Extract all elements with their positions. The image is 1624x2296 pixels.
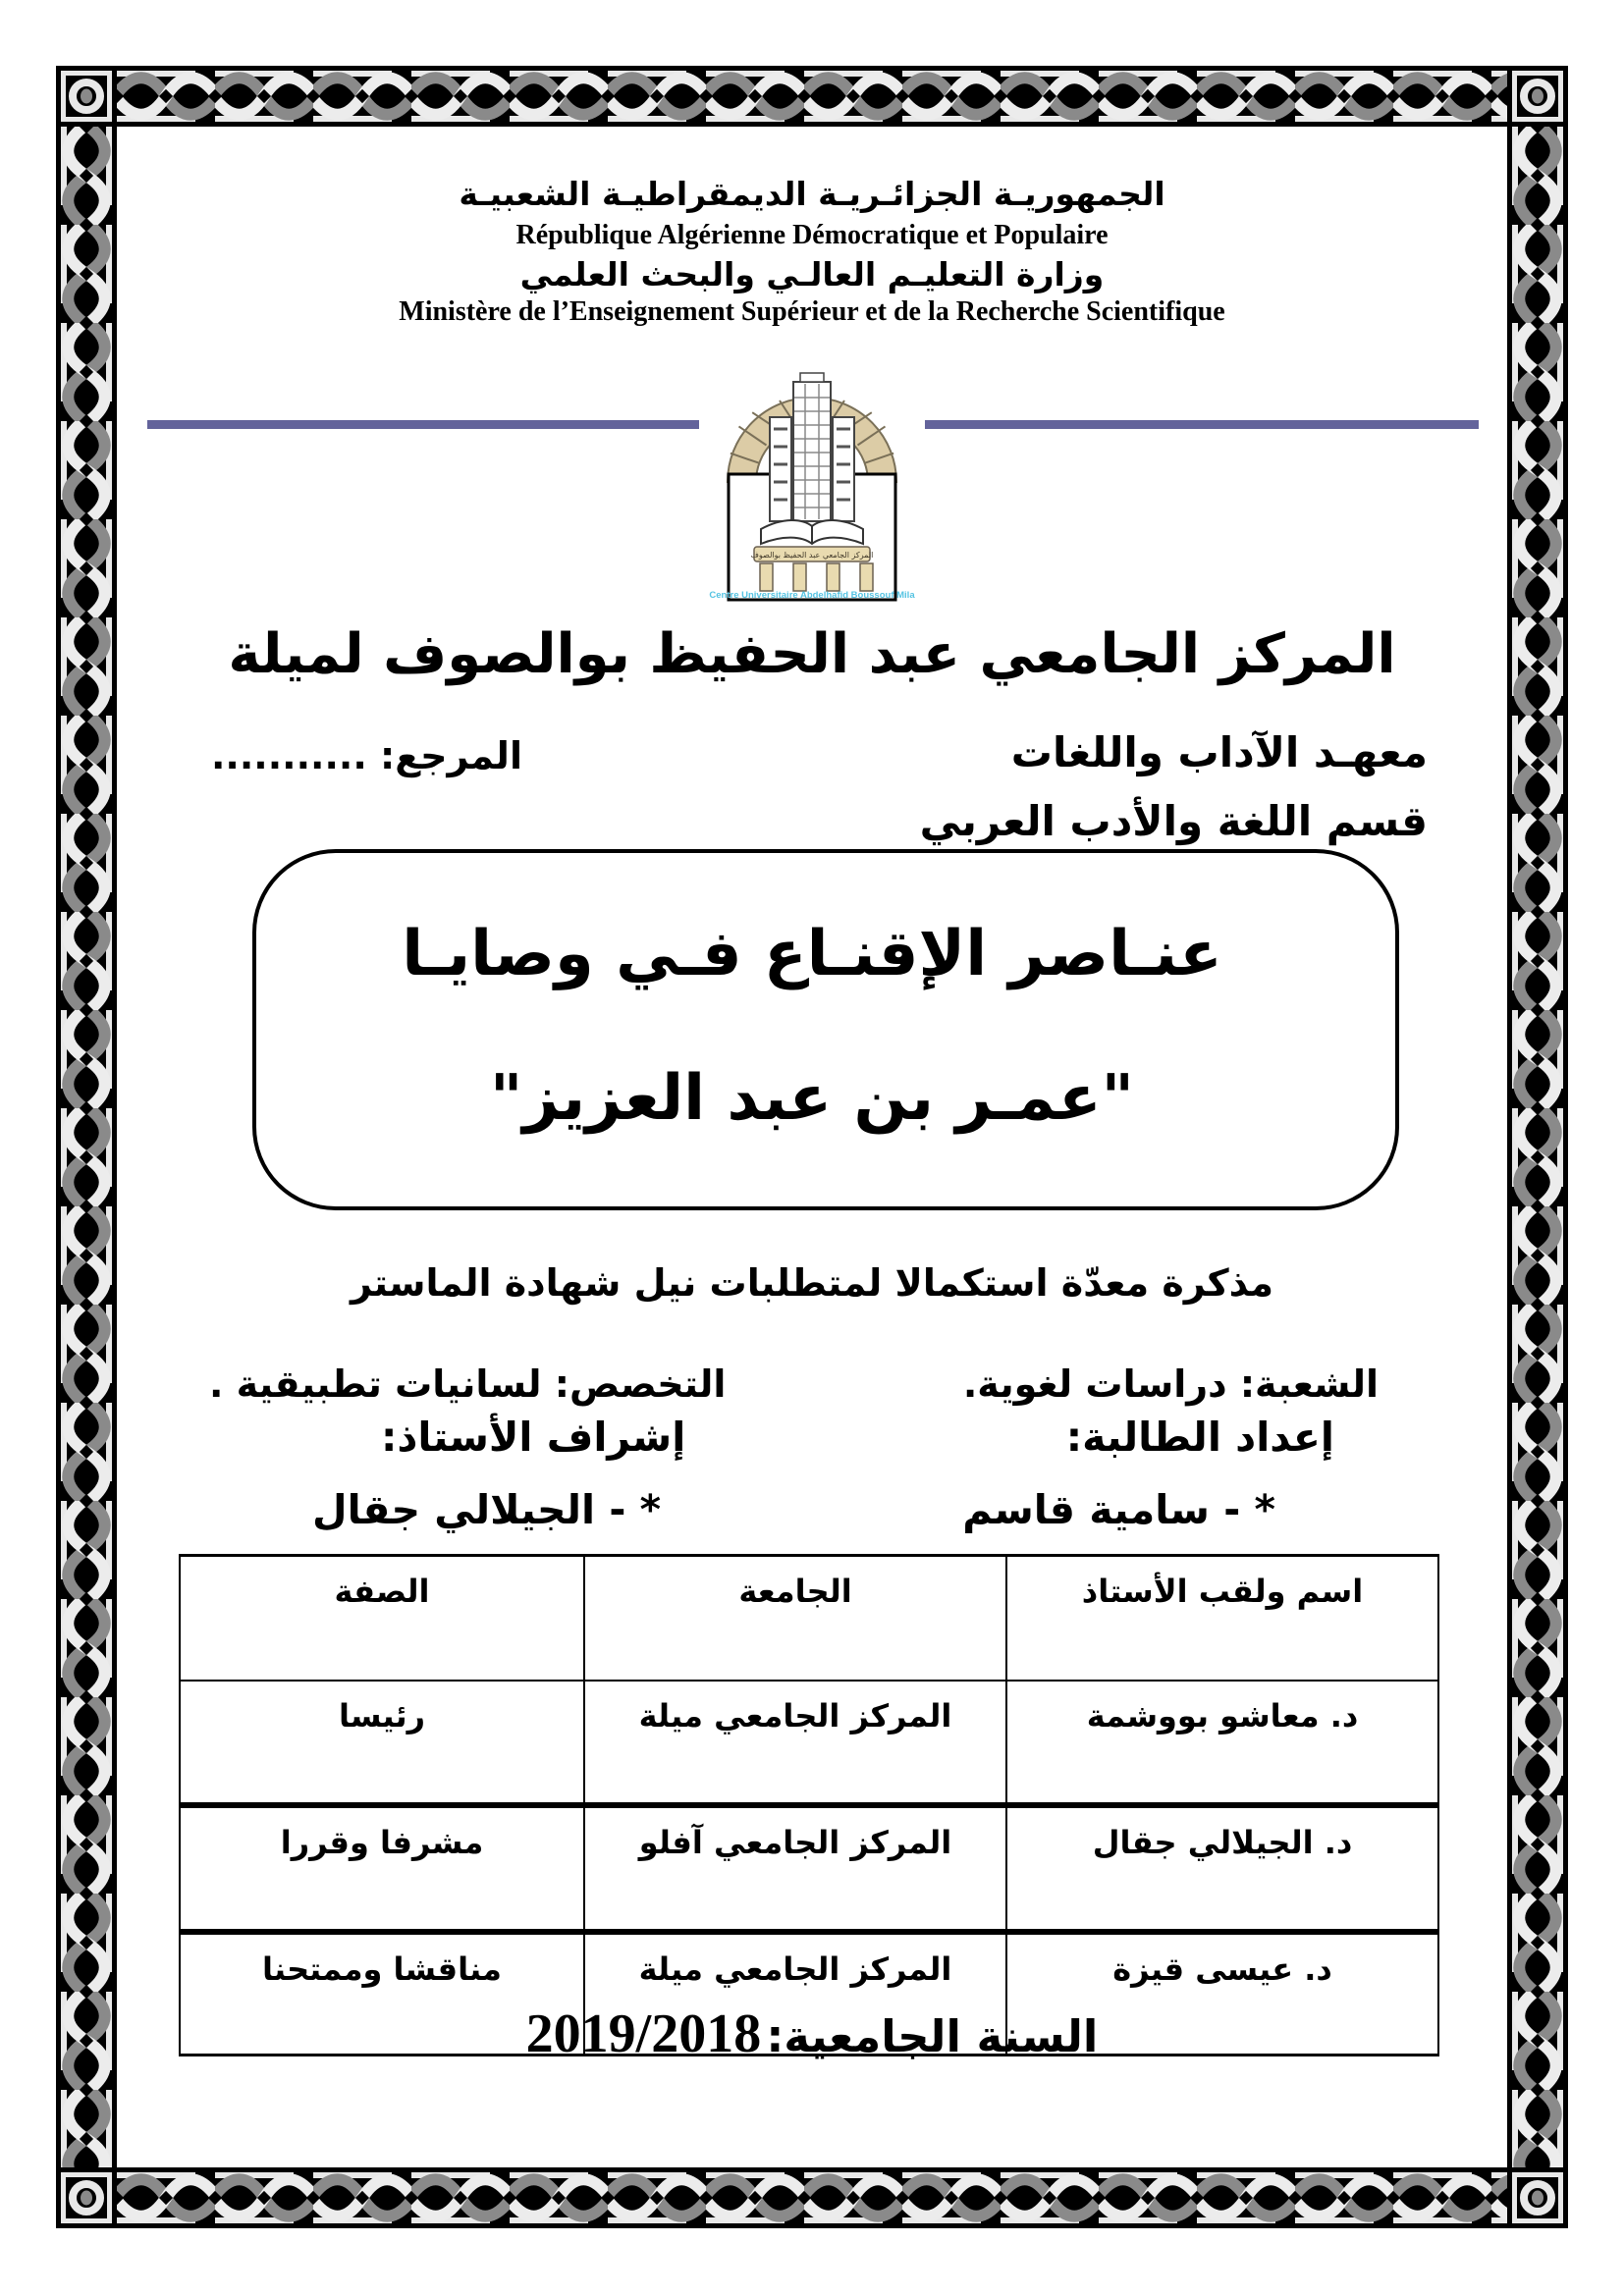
memoir-note: مذكرة معدّة استكمالا لمتطلبات نيل شهادة الماستر [350, 1261, 1274, 1305]
jury-cell-professor: د. الجيلالي جقال [1006, 1805, 1438, 1932]
svg-text:المركز الجامعي عبد الحفيظ بوال: المركز الجامعي عبد الحفيظ بوالصوف [750, 551, 874, 560]
ministry-title-arabic: وزارة التعليـم العالـي والبحث العلمي [519, 255, 1105, 294]
branch-label: الشعبة: دراسات لغوية. [962, 1362, 1379, 1406]
academic-year-value: 2019/2018 [525, 2003, 762, 2064]
jury-row-1 [180, 1681, 1438, 1805]
student-section-label: إعداد الطالبة: [1065, 1414, 1334, 1461]
jury-cell-role: مشرفا وقررا [180, 1805, 584, 1932]
jury-table-header-row [180, 1556, 1438, 1682]
academic-year-label: السنة الجامعية: [766, 2010, 1099, 2062]
student-name: * - سامية قاسم [962, 1486, 1275, 1533]
jury-cell-role: رئيسا [180, 1681, 584, 1805]
republic-title-arabic: الجمهوريـة الجزائـريـة الديمقراطيـة الشعبيـة [459, 175, 1165, 213]
academic-year [0, 2002, 1624, 2065]
thesis-title-line1: عنـاصر الإقنـاع فـي وصايـا [402, 918, 1222, 990]
jury-cell-role: مناقشا وممتحنا [180, 1932, 584, 2056]
thesis-title-line2: "عمـر بن عبد العزيز" [489, 1062, 1135, 1135]
supervisor-section-label: إشراف الأستاذ: [381, 1414, 686, 1461]
jury-cell-university: المركز الجامعي ميلة [584, 1932, 1006, 2056]
department-name: قسم اللغة والأدب العربي [919, 797, 1428, 845]
thesis-title-box [252, 849, 1399, 1210]
specialty-label: التخصص: لسانيات تطبيقية . [209, 1362, 727, 1406]
university-center-title: المركز الجامعي عبد الحفيظ بوالصوف لميلة [228, 622, 1396, 686]
reference-field: المرجع: ........... [211, 734, 522, 777]
supervisor-name: * - الجيلالي جقال [312, 1486, 662, 1533]
jury-cell-professor: د. معاشو بووشمة [1006, 1681, 1438, 1805]
jury-header-professor: اسم ولقب الأستاذ [1006, 1556, 1438, 1682]
logo-caption: Centre Universitaire Abdelhafid Boussouf Mila [709, 590, 915, 601]
jury-table [179, 1554, 1439, 2056]
jury-cell-professor: د. عيسى قيزة [1006, 1932, 1438, 2056]
institute-name: معهـد الآداب واللغات [1010, 728, 1428, 776]
jury-header-university: الجامعة [584, 1556, 1006, 1682]
republic-title-french: République Algérienne Démocratique et Populaire [515, 220, 1109, 250]
university-logo [699, 327, 925, 608]
jury-cell-university: المركز الجامعي ميلة [584, 1681, 1006, 1805]
jury-header-role: الصفة [180, 1556, 584, 1682]
jury-row-2 [180, 1805, 1438, 1932]
jury-cell-university: المركز الجامعي آفلو [584, 1805, 1006, 1932]
ministry-title-french: Ministère de l’Enseignement Supérieur et de la Recherche Scientifique [399, 296, 1225, 327]
